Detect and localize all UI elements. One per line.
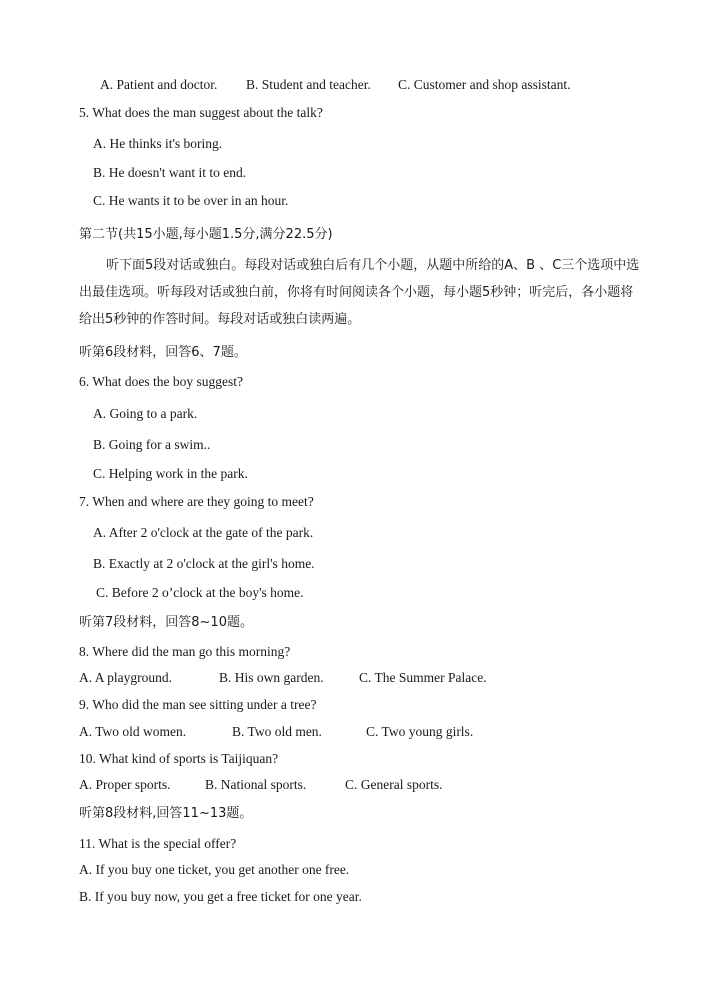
q8-option-a: A. A playground. [79, 670, 172, 685]
q8-option-c: C. The Summer Palace. [359, 670, 487, 685]
q9-question: 9. Who did the man see sitting under a tree? [79, 697, 317, 712]
q11-option-a: A. If you buy one ticket, you get another one free. [79, 862, 350, 877]
group8-header: 听第8段材料,回答11~13题。 [79, 806, 253, 821]
q10-option-c: C. General sports. [345, 777, 443, 792]
q6-option-a: A. Going to a park. [93, 406, 198, 421]
q9-option-a: A. Two old women. [79, 724, 187, 739]
q10-option-b: B. National sports. [205, 777, 307, 792]
section2-heading: 第二节(共15小题,每小题1.5分,满分22.5分) [79, 227, 333, 242]
q9-option-b: B. Two old men. [232, 724, 322, 739]
q7-question: 7. When and where are they going to meet? [79, 494, 314, 509]
q6-option-c: C. Helping work in the park. [93, 466, 248, 481]
q4-option-c: C. Customer and shop assistant. [398, 77, 571, 92]
group6-header: 听第6段材料，回答6、7题。 [79, 345, 247, 360]
q11-option-b: B. If you buy now, you get a free ticket for one year. [79, 889, 362, 904]
q5-option-a: A. He thinks it's boring. [93, 136, 223, 151]
q4-option-a: A. Patient and doctor. [100, 77, 218, 92]
section2-instructions: 听下面5段对话或独白。每段对话或独白后有几个小题，从题中所给的A、B 、C三个选项中选出最佳选项。听每段对话或独白前，你将有时间阅读各个小题，每小题5秒钟；听完后，各小题将给出5秒钟的作答时间。每段对话或独白读两遍。 [79, 258, 640, 327]
q10-option-a: A. Proper sports. [79, 777, 171, 792]
q7-option-c: C. Before 2 o’clock at the boy's home. [96, 585, 304, 600]
q7-option-b: B. Exactly at 2 o'clock at the girl's home. [93, 556, 315, 571]
q5-option-b: B. He doesn't want it to end. [93, 165, 247, 180]
q9-option-c: C. Two young girls. [366, 724, 474, 739]
q5-option-c: C. He wants it to be over in an hour. [93, 193, 289, 208]
q4-option-b: B. Student and teacher. [246, 77, 371, 92]
q6-option-b: B. Going for a swim.. [93, 437, 211, 452]
group7-header: 听第7段材料，回答8~10题。 [79, 615, 253, 630]
q5-question: 5. What does the man suggest about the talk? [79, 105, 323, 120]
q7-option-a: A. After 2 o'clock at the gate of the park. [93, 525, 314, 540]
q11-question: 11. What is the special offer? [79, 836, 237, 851]
q6-question: 6. What does the boy suggest? [79, 374, 243, 389]
q8-option-b: B. His own garden. [219, 670, 324, 685]
q8-question: 8. Where did the man go this morning? [79, 644, 291, 659]
q10-question: 10. What kind of sports is Taijiquan? [79, 751, 279, 766]
